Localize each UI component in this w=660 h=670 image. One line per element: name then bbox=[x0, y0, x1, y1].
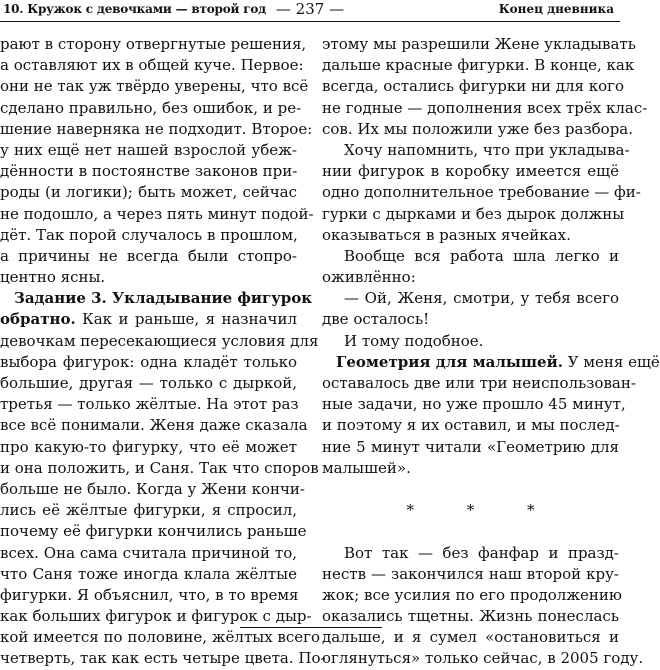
text-line: про какую-то фигурку, что её может bbox=[0, 437, 297, 456]
blank-line bbox=[322, 521, 619, 542]
text-line: кой имеется по половине, жёлтых всего bbox=[0, 628, 321, 647]
blank-line bbox=[322, 479, 619, 500]
text-line: ные задачи, но уже прошло 45 минут, bbox=[322, 395, 626, 414]
text-line: гурки с дырками и без дырок должны bbox=[322, 204, 625, 223]
text-line: одно дополнительное требование — фи- bbox=[322, 183, 641, 202]
text-line: И тому подобное. bbox=[344, 331, 484, 350]
text-line: девочкам пересекающиеся условия для bbox=[0, 331, 319, 350]
text-line: выбора фигурок: одна кладёт только bbox=[0, 352, 297, 371]
text-line: Вот так — без фанфар и празд- bbox=[344, 543, 619, 562]
text-line: оставалось две или три неиспользован- bbox=[322, 374, 636, 392]
text-line: большие, другая — только с дыркой, bbox=[0, 374, 297, 392]
text-line: центно ясны. bbox=[0, 268, 106, 287]
text-line: как больших фигурок и фигурок с дыр- bbox=[0, 607, 312, 626]
text-line: неств — закончился наш второй кру- bbox=[322, 564, 619, 583]
text-line: ние 5 минут читали «Геометрию для bbox=[322, 437, 619, 456]
left-column bbox=[0, 34, 326, 670]
section-title: Конец дневника bbox=[498, 2, 614, 16]
text-line: всех. Она сама считала причиной то, bbox=[0, 543, 297, 562]
text-line: рают в сторону отвергнутые решения, bbox=[0, 35, 307, 53]
text-line: малышей». bbox=[322, 458, 411, 477]
text-line: сделано правильно, без ошибок, и ре- bbox=[0, 98, 302, 117]
text-line: что Саня тоже иногда клала жёлтые bbox=[0, 564, 297, 583]
text-line: Вообще вся работа шла легко и bbox=[344, 246, 619, 265]
text-line: и она положить, и Саня. Так что споров bbox=[0, 458, 319, 477]
text-line: почему её фигурки кончились раньше bbox=[0, 522, 307, 541]
chapter-title: 10. Кружок с девочками — второй год bbox=[3, 2, 266, 16]
section-lead-line: Геометрия для малышей. У меня ещё bbox=[336, 352, 660, 371]
text-line: фигурки. Я объяснил, что, в то время bbox=[0, 585, 299, 604]
text-line: обратно. Как и раньше, я назначил bbox=[0, 310, 297, 329]
text-line: дённости в постоянстве законов при- bbox=[0, 162, 298, 181]
text-line: не годные — дополнения всех трёх клас- bbox=[322, 98, 648, 117]
page-number: — 237 — bbox=[275, 0, 345, 18]
text-line: всегда, остались фигурки ни для кого bbox=[322, 77, 625, 96]
section-separator: * * * bbox=[406, 501, 559, 520]
text-line: дальше, и я сумел «остановиться и bbox=[322, 628, 619, 647]
text-line: дальше красные фигурки. В конце, как bbox=[322, 56, 635, 75]
text-line: они не так уж твёрдо уверены, что всё bbox=[0, 77, 309, 96]
header-rule bbox=[0, 21, 620, 22]
text-line: а оставляют их в общей куче. Первое: bbox=[0, 56, 304, 75]
text-line: две осталось! bbox=[322, 310, 430, 329]
running-header bbox=[0, 0, 620, 20]
text-line: лись её жёлтые фигурки, я спросил, bbox=[0, 501, 297, 520]
text-line: оказываться в разных ячейках. bbox=[322, 225, 571, 244]
text-line: этому мы разрешили Жене укладывать bbox=[322, 35, 636, 53]
task-heading: Задание 3. Укладывание фигурок bbox=[14, 289, 313, 308]
text-line: оживлённо: bbox=[322, 268, 416, 287]
text-line: не подошло, а через пять минут подой- bbox=[0, 204, 314, 223]
text-line: сов. Их мы положили уже без разбора. bbox=[322, 119, 634, 138]
text-line: дёт. Так порой случалось в прошлом, bbox=[0, 225, 298, 244]
text-line: жок; все усилия по его продолжению bbox=[322, 585, 622, 604]
text-line: все всё понимали. Женя даже сказала bbox=[0, 416, 308, 435]
text-line: Хочу напомнить, что при укладыва- bbox=[344, 140, 630, 159]
right-column bbox=[322, 34, 660, 670]
text-line: четверть, так как есть четыре цвета. По- bbox=[0, 649, 326, 668]
text-line: больше не было. Когда у Жени кончи- bbox=[0, 479, 305, 498]
text-line: роды (и логики); быть может, сейчас bbox=[0, 183, 297, 202]
text-line: шение наверняка не подходит. Второе: bbox=[0, 119, 313, 138]
footer-rule bbox=[240, 627, 382, 628]
text-line: нии фигурок в коробку имеется ещё bbox=[322, 162, 619, 181]
text-line: оказались тщетны. Жизнь понеслась bbox=[322, 607, 619, 626]
text-line: оглянуться» только сейчас, в 2005 году. bbox=[322, 649, 644, 668]
text-line: — Ой, Женя, смотри, у тебя всего bbox=[344, 289, 619, 308]
text-line: третья — только жёлтые. На этот раз bbox=[0, 395, 299, 414]
text-line: у них ещё нет нашей взрослой убеж- bbox=[0, 140, 297, 159]
text-line: а причины не всегда были стопро- bbox=[0, 246, 297, 265]
text-line: и поэтому я их оставил, и мы послед- bbox=[322, 416, 620, 435]
